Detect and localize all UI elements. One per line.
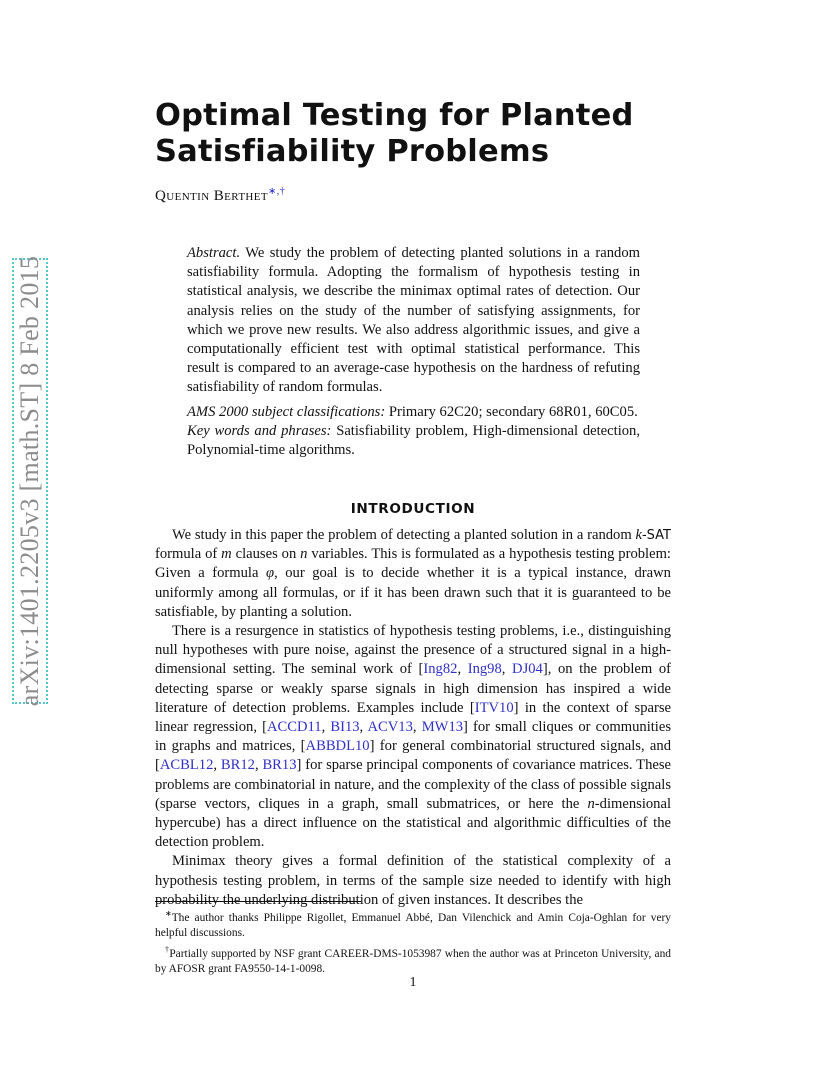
math-k: k (635, 527, 642, 543)
intro-p2-text-c: ] in the context of sparse linear regression, [ (155, 699, 671, 736)
intro-p2-text-d: ] for small cliques or communities in graphs and matrices, [ (155, 719, 672, 755)
citation-link[interactable]: ITV10 (474, 699, 514, 716)
footnote-2-text: Partially supported by NSF grant CAREER-DMS-1053987 when the author was at Princeton University, and by AFOSR grant FA9550-14-1-0098. (155, 947, 671, 975)
math-n: n (300, 546, 308, 563)
arxiv-identifier: arXiv:1401.2205v3 [math.ST] 8 Feb 2015 (15, 255, 44, 707)
math-n: n (587, 795, 595, 812)
intro-paragraph-2: There is a resurgence in statistics of hypothesis testing problems, i.e., distinguishing null hypotheses with pure noise, against the presence of a structured signal in a high-dimensional setting. The seminal work of [Ing82, Ing98, DJ04], on the problem of detecting sparse or weakly sparse signals in high dimension has inspired a wide literature of detection problems. Examples include [ITV10] in the context of sparse linear regression, [ACCD11, BI13, ACV13, MW13] for small cliques or communities in graphs and matrices, [ABBDL10] for general combinatorial structured signals, and [ACBL12, BR12, BR13] for sparse principal components of covariance matrices. These problems are combinatorial in nature, and the complexity of the class of possible signals (sparse vectors, cliques in a graph, small submatrices, or here the n-dimensional hypercube) has a direct influence on the statistical and algorithmic difficulties of the detection problem. (155, 623, 672, 851)
intro-p1-text-c: clauses on (231, 546, 301, 563)
citation-link[interactable]: BI13 (330, 719, 360, 736)
keywords-text: Satisfiability problem, High-dimensional detection, Polynomial-time algorithms. (187, 422, 640, 459)
intro-paragraph-3: Minimax theory gives a formal definition of the statistical complexity of a hypothesis testing problem, in terms of the sample size needed to identify with high probability the underlying distribution of given instances. It describes the (155, 853, 671, 908)
citation-link[interactable]: DJ04 (512, 661, 543, 678)
author-name: Quentin Berthet (155, 188, 269, 204)
ams-text: Primary 62C20; secondary 68R01, 60C05. (388, 403, 638, 420)
section-heading-introduction: INTRODUCTION (350, 501, 476, 517)
introduction-body (155, 526, 671, 910)
abstract-paragraph (187, 244, 640, 398)
citation-link[interactable]: ACCD11 (266, 719, 322, 736)
footnote-1-mark: ∗ (165, 909, 172, 918)
page-number: 1 (409, 975, 417, 990)
citation-link[interactable]: BR12 (220, 757, 255, 774)
paper-title (155, 98, 715, 170)
keywords (187, 422, 640, 460)
footnotes (155, 906, 671, 977)
intro-p1-text-b: formula of (155, 546, 222, 563)
citation-link[interactable]: ACBL12 (159, 757, 214, 774)
footnote-1-text: The author thanks Philippe Rigollet, Emmanuel Abbé, Dan Vilenchick and Amin Coja-Oghlan for very helpful discussions. (155, 911, 671, 940)
citation-link[interactable]: ABBDL10 (305, 738, 370, 755)
citation-link[interactable]: MW13 (421, 719, 464, 736)
intro-p2-text-b: ], on the problem of detecting sparse or weakly sparse signals in high dimension has inspired a wide literature of detection problems. Examples include [ (155, 661, 671, 716)
citation-link[interactable]: Ing98 (467, 661, 502, 678)
intro-p1-text-d: variables. This is formulated as a hypothesis testing problem: Given a formula (155, 546, 671, 582)
title-line-2: Satisfiability Problems (155, 134, 550, 169)
citation-link[interactable]: Ing82 (423, 661, 458, 678)
intro-p2-text-f: ] for sparse principal components of covariance matrices. These problems are combinatorial in nature, and the complexity of the class of possible signals (sparse vectors, cliques in a graph, small submatrices, or here the (155, 757, 672, 812)
keywords-label: Key words and phrases: (187, 422, 332, 439)
title-line-1: Optimal Testing for Planted (155, 98, 634, 133)
abstract-text: We study the problem of detecting planted solutions in a random satisfiability formula. Adopting the formalism of hypothesis testing in statistical analysis, we describe the minimax optimal rates of detection. Our analysis relies on the study of the number of satisfying assignments, for which we prove new results. We also address algorithmic issues, and give a computationally efficient test with optimal statistical performance. This result is compared to an average-case hypothesis on the hardness of refuting satisfiability of random formulas. (187, 245, 640, 396)
intro-paragraph-1 (155, 526, 671, 622)
ams-classification (187, 403, 640, 422)
abstract-block (187, 244, 640, 460)
author-footnote-marks[interactable]: ∗,† (268, 186, 286, 197)
footnote-2 (155, 942, 671, 978)
citation-link[interactable]: ACV13 (367, 719, 413, 736)
intro-p2-text-a: There is a resurgence in statistics of hypothesis testing problems, i.e., distinguishing null hypotheses with pure noise, against the presence of a structured signal in a high-dimensional setting. The seminal work of [ (155, 623, 671, 678)
intro-p1-text-a: We study in this paper the problem of detecting a planted solution in a random (172, 527, 636, 543)
abstract-label: Abstract. (187, 245, 241, 261)
citation-link[interactable]: BR13 (262, 757, 297, 774)
footnote-1 (155, 906, 671, 942)
footnote-divider (155, 901, 361, 902)
sat-label: -SAT (641, 528, 671, 543)
intro-p2-text-g: -dimensional hypercube) has a direct influence on the statistical and algorithmic difficulties of the detection problem. (155, 795, 671, 851)
math-phi: φ (265, 565, 275, 582)
arxiv-sidebar-stamp (12, 255, 48, 707)
math-m: m (221, 546, 232, 563)
footnote-2-mark: † (165, 944, 170, 954)
author-line (155, 186, 285, 205)
ams-label: AMS 2000 subject classifications: (187, 403, 386, 420)
intro-p1-text-e: , our goal is to decide whether it is a typical instance, drawn uniformly among all formulas, or if it has been drawn such that it is guaranteed to be satisfiable, by planting a solution. (155, 565, 671, 620)
intro-p2-text-e: ] for general combinatorial structured signals, and [ (155, 738, 671, 774)
